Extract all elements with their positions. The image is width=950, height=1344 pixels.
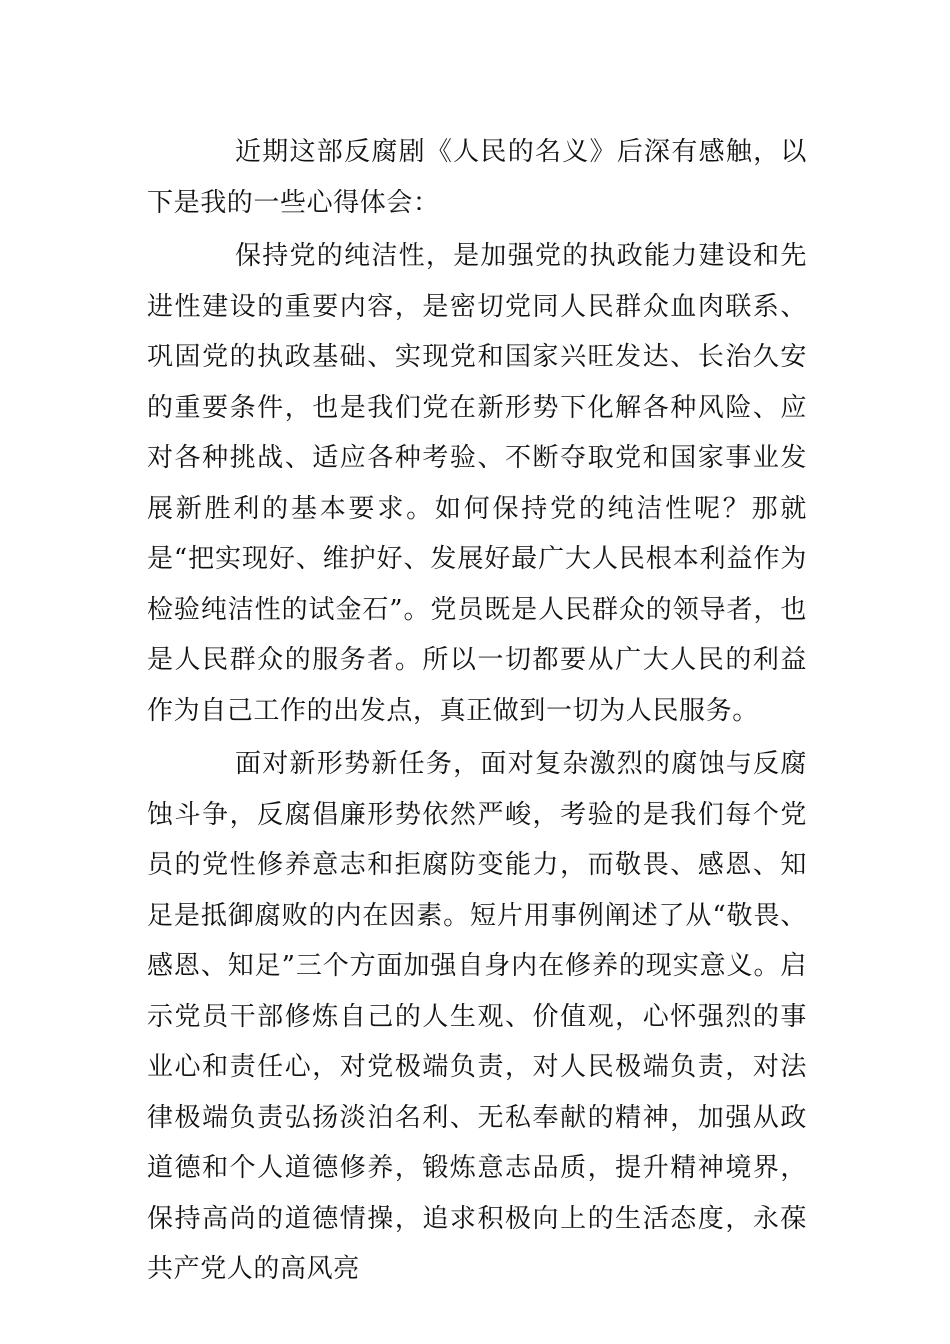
document-body (147, 127, 807, 1295)
paragraph-intro: 近期这部反腐剧《人民的名义》后深有感触，以下是我的一些心得体会： (147, 137, 807, 218)
paragraph-party-purity: 保持党的纯洁性，是加强党的执政能力建设和先进性建设的重要内容，是密切党同人民群众血肉联系、巩固党的执政基础、实现党和国家兴旺发达、长治久安的重要条件，也是我们党在新形势下化解各种风险、应对各种挑战、适应各种考验、不断夺取党和国家事业发展新胜利的基本要求。如何保持党的纯洁性呢？那就是“把实现好、维护好、发展好最广大人民根本利益作为检验纯洁性的试金石”。党员既是人民群众的领导者，也是人民群众的服务者。所以一切都要从广大人民的利益作为自己工作的出发点，真正做到一切为人民服务。 (147, 241, 807, 726)
paragraph-anti-corruption: 面对新形势新任务，面对复杂激烈的腐蚀与反腐蚀斗争，反腐倡廉形势依然严峻，考验的是我们每个党员的党性修养意志和拒腐防变能力，而敬畏、感恩、知足是抵御腐败的内在因素。短片用事例阐述了从“敬畏、感恩、知足”三个方面加强自身内在修养的现实意义。启示党员干部修炼自己的人生观、价值观，心怀强烈的事业心和责任心，对党极端负责，对人民极端负责，对法律极端负责弘扬淡泊名利、无私奉献的精神，加强从政道德和个人道德修养，锻炼意志品质，提升精神境界，保持高尚的道德情操，追求积极向上的生活态度，永葆共产党人的高风亮 (147, 749, 807, 1284)
